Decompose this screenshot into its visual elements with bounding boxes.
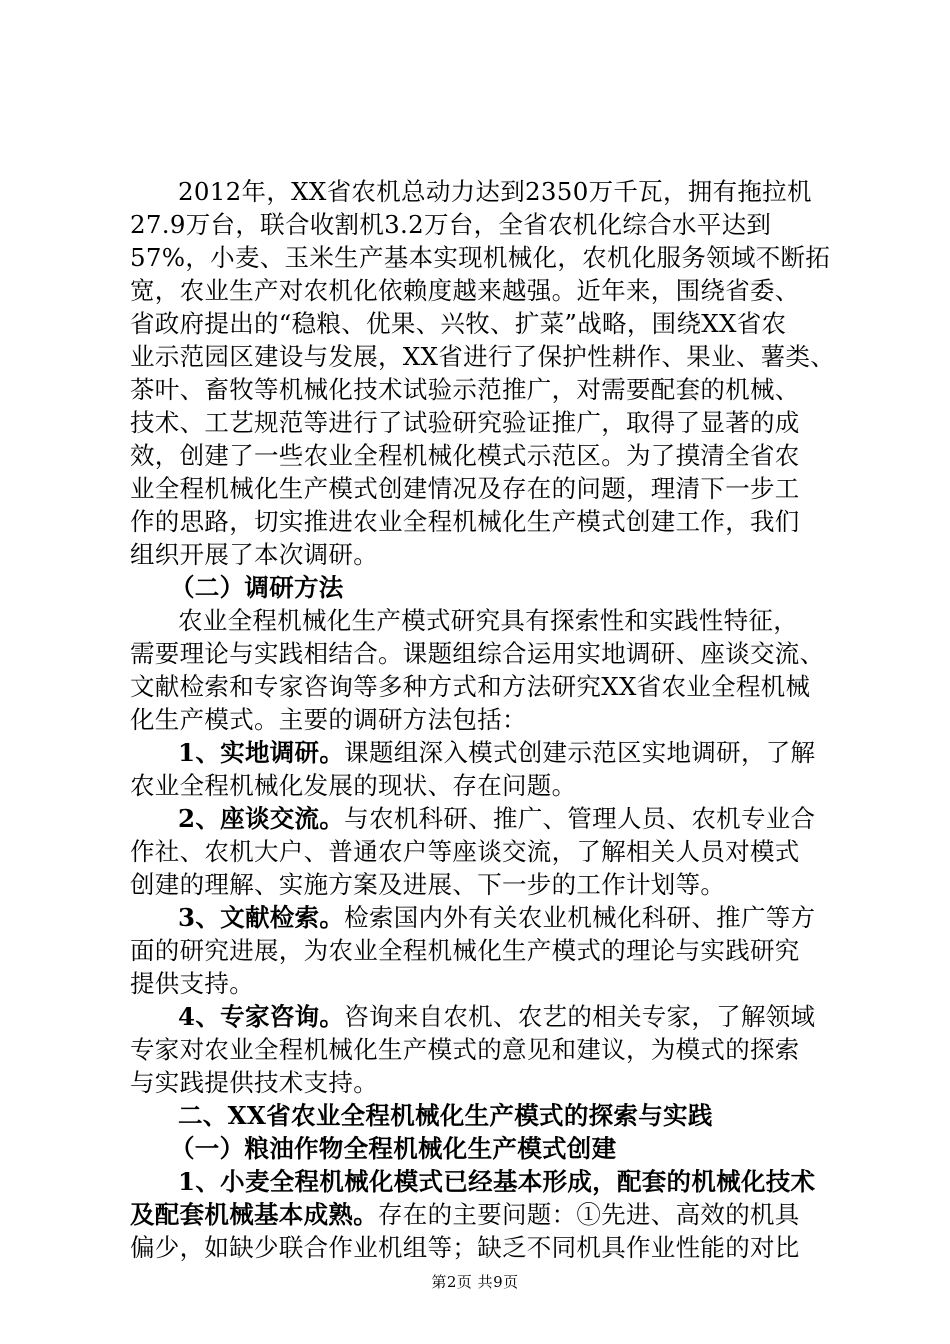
- text-line: 农业全程机械化生产模式研究具有探索性和实践性特征，: [178, 606, 798, 635]
- text-line: 27.9万台，联合收割机3.2万台，全省农机化综合水平达到: [130, 210, 772, 239]
- text-line: [178, 738, 878, 768]
- text-line: 偏少，如缺少联合作业机组等；缺乏不同机具作业性能的对比: [130, 1233, 800, 1262]
- section-heading: （二）调研方法: [170, 573, 344, 602]
- method-text: 与农机科研、推广、管理人员、农机专业合: [344, 804, 816, 833]
- text-line: 创建的理解、实施方案及进展、下一步的工作计划等。: [130, 870, 726, 899]
- method-text: 课题组深入模式创建示范区实地调研，了解: [344, 738, 816, 767]
- text-line: 效，创建了一些农业全程机械化模式示范区。为了摸清全省农: [130, 441, 800, 470]
- text-line: 省政府提出的“稳粮、优果、兴牧、扩菜”战略，围绕XX省农: [130, 309, 787, 338]
- text-line: 化生产模式。主要的调研方法包括：: [130, 705, 527, 734]
- plain-text: 存在的主要问题：①先进、高效的机具: [378, 1200, 800, 1229]
- text-line: 1、小麦全程机械化模式已经基本形成，配套的机械化技术: [178, 1167, 816, 1196]
- text-line: 文献检索和专家咨询等多种方式和方法研究XX省农业全程机械: [130, 672, 811, 701]
- text-line: 专家对农业全程机械化生产模式的意见和建议，为模式的探索: [130, 1035, 800, 1064]
- emphasis-text: 及配套机械基本成熟。: [130, 1200, 378, 1229]
- text-line: 农业全程机械化发展的现状、存在问题。: [130, 771, 577, 800]
- text-line: 宽，农业生产对农机化依赖度越来越强。近年来，围绕省委、: [130, 276, 800, 305]
- method-title: 4、专家咨询。: [178, 1002, 345, 1031]
- method-title: 1、实地调研。: [178, 738, 345, 767]
- page-footer: 第2页 共9页: [431, 1273, 519, 1291]
- method-text: 检索国内外有关农业机械化科研、推广等方: [344, 903, 816, 932]
- text-line: 业全程机械化生产模式创建情况及存在的问题，理清下一步工: [130, 474, 800, 503]
- text-line: 作的思路，切实推进农业全程机械化生产模式创建工作，我们: [130, 507, 800, 536]
- text-line: [178, 1002, 878, 1032]
- text-line: 面的研究进展，为农业全程机械化生产模式的理论与实践研究: [130, 936, 800, 965]
- text-line: 茶叶、畜牧等机械化技术试验示范推广，对需要配套的机械、: [130, 375, 800, 404]
- text-line: 需要理论与实践相结合。课题组综合运用实地调研、座谈交流、: [130, 639, 825, 668]
- text-line: 与实践提供技术支持。: [130, 1068, 378, 1097]
- chapter-heading: 二、XX省农业全程机械化生产模式的探索与实践: [178, 1101, 713, 1130]
- method-text: 咨询来自农机、农艺的相关专家，了解领域: [344, 1002, 816, 1031]
- text-line: [130, 1200, 830, 1230]
- text-line: 业示范园区建设与发展，XX省进行了保护性耕作、果业、薯类、: [130, 342, 836, 371]
- text-line: 组织开展了本次调研。: [130, 540, 378, 569]
- text-line: 2012年，XX省农机总动力达到2350万千瓦，拥有拖拉机: [178, 177, 812, 206]
- text-line: 57%，小麦、玉米生产基本实现机械化，农机化服务领域不断拓: [130, 243, 831, 272]
- text-line: 提供支持。: [130, 969, 254, 998]
- method-title: 2、座谈交流。: [178, 804, 345, 833]
- method-title: 3、文献检索。: [178, 903, 345, 932]
- text-line: 作社、农机大户、普通农户等座谈交流，了解相关人员对模式: [130, 837, 800, 866]
- text-line: [178, 903, 878, 933]
- section-heading: （一）粮油作物全程机械化生产模式创建: [170, 1134, 617, 1163]
- text-line: 技术、工艺规范等进行了试验研究验证推广，取得了显著的成: [130, 408, 800, 437]
- text-line: [178, 804, 878, 834]
